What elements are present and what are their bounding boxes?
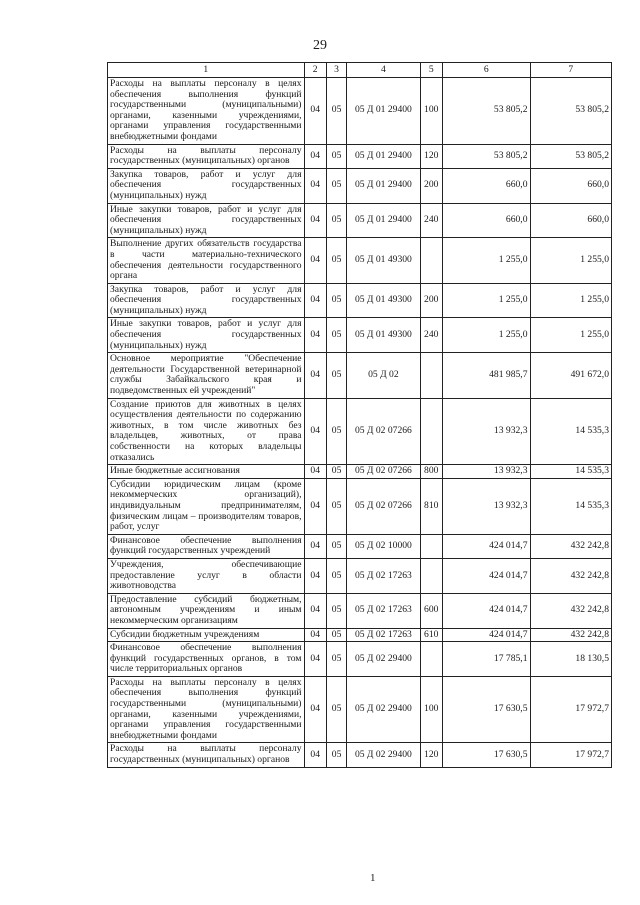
row-target-article-cell: 05 Д 02 17263 [347,593,420,628]
row-subsection-cell: 05 [326,283,346,318]
row-subsection-cell: 05 [326,478,346,534]
row-expense-type-cell: 600 [420,593,442,628]
table-row [108,78,612,145]
row-amount-year2-cell: 432 242,8 [530,628,612,642]
row-section-cell: 04 [304,478,326,534]
row-name-cell: Закупка товаров, работ и услуг для обеспечения государственных (муниципальных) нужд [108,283,305,318]
row-subsection-cell: 05 [326,398,346,465]
row-name-cell: Иные закупки товаров, работ и услуг для обеспечения государственных (муниципальных) нужд [108,203,305,238]
row-expense-type-cell: 100 [420,78,442,145]
row-section-cell: 04 [304,642,326,677]
row-amount-year1-cell: 53 805,2 [442,144,530,168]
row-name-cell: Расходы на выплаты персоналу государственных (муниципальных) органов [108,743,305,767]
row-name-cell: Выполнение других обязательств государства в части материально-технического обеспечения деятельности государственного органа [108,238,305,283]
row-amount-year2-cell: 14 535,3 [530,478,612,534]
row-section-cell: 04 [304,398,326,465]
table-row [108,676,612,743]
row-expense-type-cell [420,238,442,283]
table-row [108,558,612,593]
header-cell-col2: 2 [304,63,326,78]
row-amount-year2-cell: 491 672,0 [530,353,612,398]
row-name-cell: Закупка товаров, работ и услуг для обеспечения государственных (муниципальных) нужд [108,168,305,203]
row-target-article-cell: 05 Д 02 07266 [347,398,420,465]
row-amount-year2-cell: 1 255,0 [530,238,612,283]
row-amount-year1-cell: 660,0 [442,203,530,238]
row-subsection-cell: 05 [326,318,346,353]
row-expense-type-cell [420,398,442,465]
row-target-article-cell: 05 Д 01 29400 [347,78,420,145]
row-section-cell: 04 [304,144,326,168]
table-row [108,628,612,642]
row-subsection-cell: 05 [326,642,346,677]
row-subsection-cell: 05 [326,593,346,628]
row-section-cell: 04 [304,676,326,743]
row-section-cell: 04 [304,534,326,558]
row-expense-type-cell: 610 [420,628,442,642]
table-row [108,238,612,283]
row-subsection-cell: 05 [326,238,346,283]
row-amount-year2-cell: 14 535,3 [530,398,612,465]
budget-table [107,62,612,768]
row-name-cell: Основное мероприятие "Обеспечение деятельности Государственной ветеринарной службы Забайкальского края и подведомственных ей учреждений" [108,353,305,398]
table-row [108,353,612,398]
row-target-article-cell: 05 Д 01 49300 [347,283,420,318]
row-expense-type-cell [420,642,442,677]
row-amount-year2-cell: 53 805,2 [530,78,612,145]
row-name-cell: Субсидии юридическим лицам (кроме некоммерческих организаций), индивидуальным предпринимателям, физическим лицам – производителям товаров, работ, услуг [108,478,305,534]
row-amount-year2-cell: 432 242,8 [530,558,612,593]
row-amount-year2-cell: 17 972,7 [530,743,612,767]
row-target-article-cell: 05 Д 02 07266 [347,478,420,534]
row-section-cell: 04 [304,283,326,318]
row-amount-year1-cell: 424 014,7 [442,628,530,642]
row-section-cell: 04 [304,593,326,628]
row-amount-year2-cell: 432 242,8 [530,593,612,628]
table-row [108,478,612,534]
table-row [108,743,612,767]
row-target-article-cell: 05 Д 02 29400 [347,743,420,767]
row-section-cell: 04 [304,78,326,145]
row-expense-type-cell: 810 [420,478,442,534]
row-subsection-cell: 05 [326,628,346,642]
row-amount-year1-cell: 17 630,5 [442,676,530,743]
footer-mark: 1 [370,872,376,884]
row-subsection-cell: 05 [326,168,346,203]
row-amount-year1-cell: 481 985,7 [442,353,530,398]
table-row [108,534,612,558]
row-name-cell: Финансовое обеспечение выполнения функций государственных органов, в том числе территориальных органов [108,642,305,677]
row-target-article-cell: 05 Д 01 29400 [347,168,420,203]
table-row [108,318,612,353]
row-amount-year2-cell: 660,0 [530,203,612,238]
row-target-article-cell: 05 Д 02 29400 [347,642,420,677]
row-name-cell: Расходы на выплаты персоналу государственных (муниципальных) органов [108,144,305,168]
row-subsection-cell: 05 [326,353,346,398]
row-amount-year1-cell: 424 014,7 [442,558,530,593]
table-header-row [108,63,612,78]
row-section-cell: 04 [304,628,326,642]
row-expense-type-cell [420,558,442,593]
table-row [108,168,612,203]
row-name-cell: Иные бюджетные ассигнования [108,465,305,479]
row-expense-type-cell: 240 [420,203,442,238]
row-name-cell: Субсидии бюджетным учреждениям [108,628,305,642]
row-target-article-cell: 05 Д 02 17263 [347,628,420,642]
row-expense-type-cell [420,353,442,398]
row-amount-year2-cell: 14 535,3 [530,465,612,479]
row-amount-year1-cell: 424 014,7 [442,593,530,628]
table-row [108,642,612,677]
row-subsection-cell: 05 [326,676,346,743]
row-name-cell: Расходы на выплаты персоналу в целях обеспечения выполнения функций государственными (муниципальными) органами, казенными учреждениями, органами управления государственными внебюджетными фондами [108,78,305,145]
table-row [108,593,612,628]
header-cell-col4: 4 [347,63,420,78]
row-expense-type-cell: 200 [420,168,442,203]
row-target-article-cell: 05 Д 02 07266 [347,465,420,479]
row-amount-year1-cell: 1 255,0 [442,318,530,353]
row-target-article-cell: 05 Д 02 17263 [347,558,420,593]
row-amount-year2-cell: 53 805,2 [530,144,612,168]
row-subsection-cell: 05 [326,78,346,145]
row-name-cell: Иные закупки товаров, работ и услуг для обеспечения государственных (муниципальных) нужд [108,318,305,353]
row-section-cell: 04 [304,465,326,479]
row-target-article-cell: 05 Д 01 49300 [347,318,420,353]
row-subsection-cell: 05 [326,534,346,558]
row-expense-type-cell: 120 [420,743,442,767]
row-name-cell: Учреждения, обеспечивающие предоставление услуг в области животноводства [108,558,305,593]
row-amount-year1-cell: 53 805,2 [442,78,530,145]
row-subsection-cell: 05 [326,203,346,238]
row-section-cell: 04 [304,318,326,353]
row-amount-year2-cell: 432 242,8 [530,534,612,558]
row-target-article-cell: 05 Д 01 29400 [347,144,420,168]
row-target-article-cell: 05 Д 02 [347,353,420,398]
row-amount-year2-cell: 17 972,7 [530,676,612,743]
row-amount-year1-cell: 1 255,0 [442,238,530,283]
row-target-article-cell: 05 Д 02 10000 [347,534,420,558]
row-amount-year1-cell: 424 014,7 [442,534,530,558]
row-amount-year2-cell: 18 130,5 [530,642,612,677]
header-cell-col3: 3 [326,63,346,78]
row-target-article-cell: 05 Д 01 49300 [347,238,420,283]
row-amount-year2-cell: 660,0 [530,168,612,203]
row-section-cell: 04 [304,203,326,238]
table-row [108,203,612,238]
row-section-cell: 04 [304,743,326,767]
row-amount-year1-cell: 17 630,5 [442,743,530,767]
row-subsection-cell: 05 [326,743,346,767]
row-subsection-cell: 05 [326,558,346,593]
row-subsection-cell: 05 [326,465,346,479]
page-number: 29 [313,38,327,53]
header-cell-col6: 6 [442,63,530,78]
table-row [108,398,612,465]
header-cell-col7: 7 [530,63,612,78]
row-name-cell: Расходы на выплаты персоналу в целях обеспечения выполнения функций государственными (муниципальными) органами, казенными учреждениями, органами управления государственными внебюджетными фондами [108,676,305,743]
table-row [108,465,612,479]
row-expense-type-cell: 800 [420,465,442,479]
header-cell-col1: 1 [108,63,305,78]
row-expense-type-cell: 200 [420,283,442,318]
row-expense-type-cell: 240 [420,318,442,353]
row-target-article-cell: 05 Д 01 29400 [347,203,420,238]
table-row [108,144,612,168]
row-amount-year1-cell: 17 785,1 [442,642,530,677]
table-row [108,283,612,318]
row-name-cell: Создание приютов для животных в целях осуществления деятельности по содержанию животных, в том числе животных без владельцев, животных, от права собственности на которых владельцы отказались [108,398,305,465]
row-amount-year1-cell: 13 932,3 [442,398,530,465]
row-amount-year2-cell: 1 255,0 [530,318,612,353]
row-amount-year1-cell: 660,0 [442,168,530,203]
row-section-cell: 04 [304,353,326,398]
row-amount-year1-cell: 13 932,3 [442,465,530,479]
row-name-cell: Предоставление субсидий бюджетным, автономным учреждениям и иным некоммерческим организациям [108,593,305,628]
row-expense-type-cell [420,534,442,558]
row-amount-year1-cell: 13 932,3 [442,478,530,534]
row-amount-year1-cell: 1 255,0 [442,283,530,318]
row-expense-type-cell: 100 [420,676,442,743]
row-section-cell: 04 [304,168,326,203]
row-name-cell: Финансовое обеспечение выполнения функций государственных учреждений [108,534,305,558]
table-body [108,78,612,768]
row-expense-type-cell: 120 [420,144,442,168]
row-subsection-cell: 05 [326,144,346,168]
row-amount-year2-cell: 1 255,0 [530,283,612,318]
row-section-cell: 04 [304,238,326,283]
row-section-cell: 04 [304,558,326,593]
header-cell-col5: 5 [420,63,442,78]
row-target-article-cell: 05 Д 02 29400 [347,676,420,743]
